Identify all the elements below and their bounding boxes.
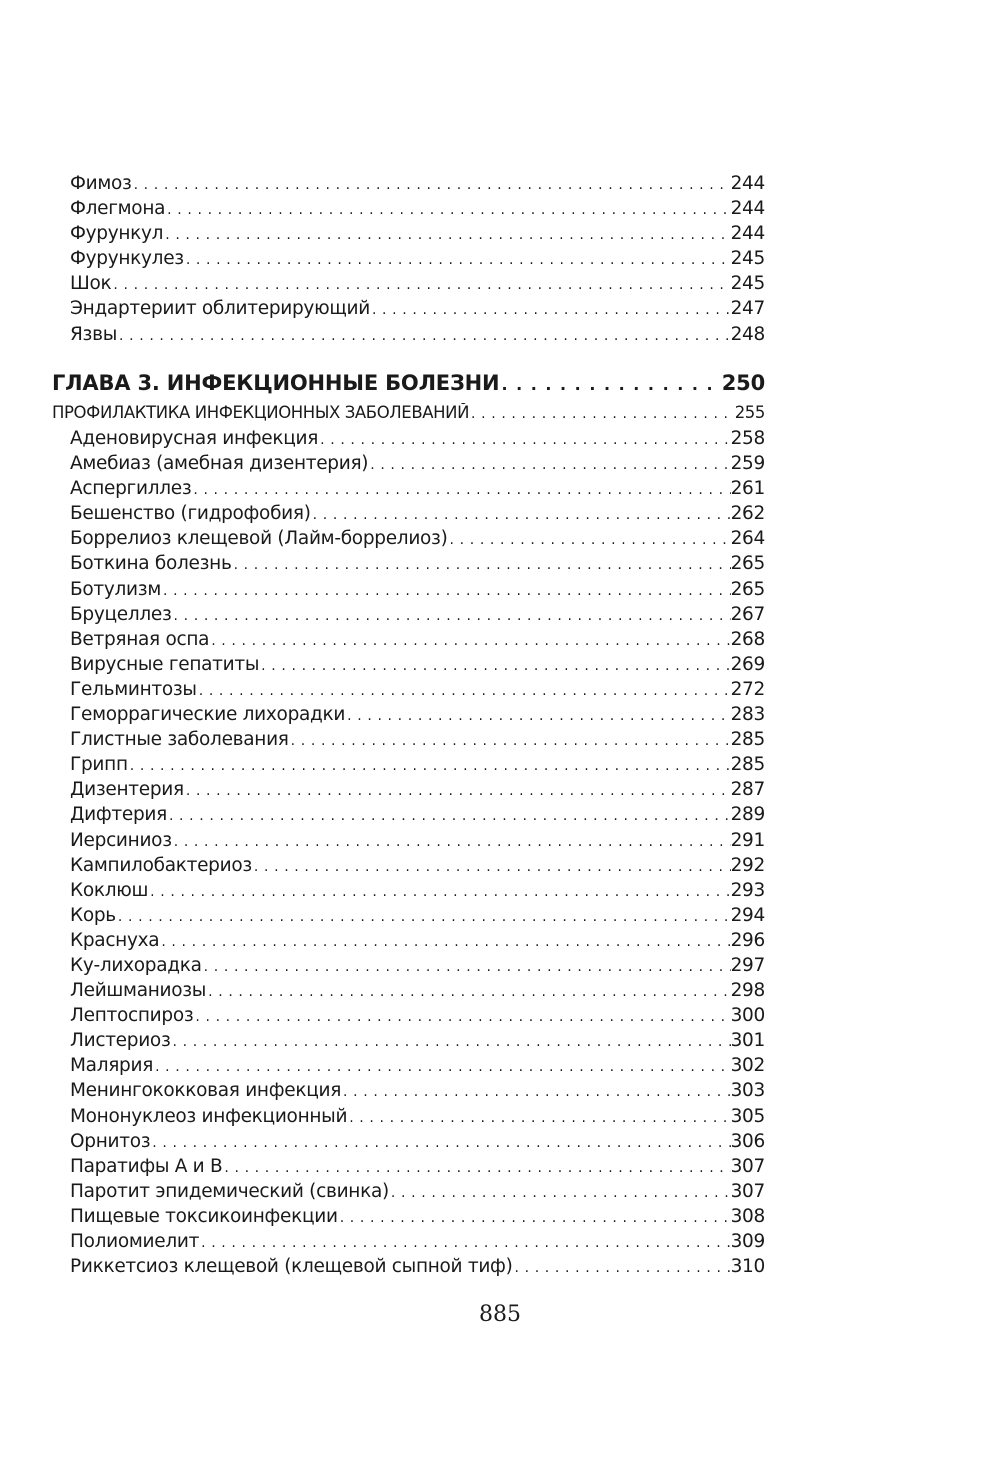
leader-dots <box>163 223 730 244</box>
chapter-title: ГЛАВА 3. ИНФЕКЦИОННЫЕ БОЛЕЗНИ <box>52 371 500 395</box>
leader-dots <box>150 1131 730 1152</box>
entry-title: Эндартериит облитерирующий <box>70 298 370 320</box>
leader-dots <box>184 779 731 800</box>
toc-entry <box>52 478 765 503</box>
leader-dots <box>448 528 731 549</box>
leader-dots <box>259 654 730 675</box>
entry-page: 307 <box>730 1155 765 1177</box>
entry-page: 305 <box>730 1105 765 1127</box>
toc-entry <box>52 804 765 829</box>
toc-entry <box>70 198 765 223</box>
entry-title: Гельминтозы <box>70 678 197 700</box>
toc-entry <box>52 905 765 930</box>
entry-page: 265 <box>730 578 765 600</box>
leader-dots <box>209 629 730 650</box>
entry-title: Амебиаз (амебная дизентерия) <box>70 453 369 475</box>
entry-page: 248 <box>730 323 765 345</box>
toc-entry <box>52 1005 765 1030</box>
leader-dots <box>341 1080 731 1101</box>
toc-entry <box>52 1231 765 1256</box>
entry-page: 244 <box>730 198 765 220</box>
leader-dots <box>232 553 731 574</box>
leader-dots <box>202 955 731 976</box>
leader-dots <box>318 428 730 449</box>
entry-page: 245 <box>730 273 765 295</box>
section-page: 255 <box>734 403 765 422</box>
toc-entry <box>52 1080 765 1105</box>
toc-entry <box>52 679 765 704</box>
toc-entry <box>52 579 765 604</box>
entry-page: 291 <box>730 829 765 851</box>
entry-page: 285 <box>730 754 765 776</box>
leader-dots <box>199 1231 730 1252</box>
section-title: ПРОФИЛАКТИКА ИНФЕКЦИОННЫХ ЗАБОЛЕВАНИЙ <box>52 403 470 422</box>
entry-page: 297 <box>730 954 765 976</box>
entry-title: Коклюш <box>70 879 149 901</box>
toc-entry <box>52 1055 765 1080</box>
leader-dots <box>345 704 730 725</box>
leader-dots <box>167 804 731 825</box>
toc-main-list <box>52 371 765 1281</box>
leader-dots <box>117 324 731 345</box>
entry-title: Орнитоз <box>70 1130 151 1152</box>
entry-title: Менингококковая инфекция <box>70 1080 342 1102</box>
entry-page: 303 <box>730 1080 765 1102</box>
entry-page: 292 <box>730 854 765 876</box>
entry-title: Фимоз <box>70 173 132 194</box>
entry-page: 267 <box>730 603 765 625</box>
entry-title: Шок <box>70 273 112 295</box>
entry-page: 283 <box>730 704 765 726</box>
entry-title: Фурункул <box>70 223 164 245</box>
entry-title: Флегмона <box>70 198 166 220</box>
leader-dots <box>389 1181 731 1202</box>
entry-page: 301 <box>730 1030 765 1052</box>
leader-dots <box>206 980 730 1001</box>
entry-page: 296 <box>730 929 765 951</box>
section-heading <box>52 403 765 428</box>
leader-dots <box>111 273 730 294</box>
toc-entry <box>70 223 765 248</box>
leader-dots <box>128 754 731 775</box>
entry-page: 287 <box>730 779 765 801</box>
leader-dots <box>191 478 730 499</box>
leader-dots <box>252 855 731 876</box>
entry-title: Паратифы А и В <box>70 1155 223 1177</box>
entry-title: Бруцеллез <box>70 603 172 625</box>
toc-top-list <box>70 173 765 349</box>
toc-entry <box>52 1156 765 1181</box>
entry-title: Пищевые токсикоинфекции <box>70 1205 338 1227</box>
entry-page: 269 <box>730 653 765 675</box>
entry-title: Глистные заболевания <box>70 729 289 751</box>
entry-page: 300 <box>730 1005 765 1027</box>
toc-entry <box>70 173 765 198</box>
entry-title: Риккетсиоз клещевой (клещевой сыпной тиф) <box>70 1256 513 1278</box>
leader-dots <box>197 679 731 700</box>
toc-entry <box>52 930 765 955</box>
leader-dots <box>171 1030 731 1051</box>
leader-dots <box>153 1055 731 1076</box>
leader-dots <box>165 198 730 219</box>
toc-entry <box>52 528 765 553</box>
toc-entry <box>52 604 765 629</box>
entry-title: Боткина болезнь <box>70 553 232 575</box>
entry-page: 244 <box>730 173 765 194</box>
entry-title: Ветряная оспа <box>70 628 210 650</box>
leader-dots <box>289 729 731 750</box>
toc-entry <box>52 729 765 754</box>
leader-dots <box>161 579 731 600</box>
entry-title: Язвы <box>70 323 118 345</box>
toc-entry <box>52 428 765 453</box>
toc-entry <box>52 629 765 654</box>
entry-page: 294 <box>730 904 765 926</box>
entry-title: Полиомиелит <box>70 1231 200 1252</box>
leader-dots <box>370 298 731 319</box>
entry-title: Малярия <box>70 1055 154 1077</box>
entry-page: 306 <box>730 1130 765 1152</box>
leader-dots <box>159 930 730 951</box>
entry-page: 309 <box>730 1231 765 1252</box>
toc-entry <box>52 1181 765 1206</box>
toc-entry <box>52 704 765 729</box>
leader-dots <box>469 403 735 422</box>
toc-entry <box>52 1206 765 1231</box>
toc-entry <box>70 298 765 323</box>
entry-title: Листериоз <box>70 1030 171 1052</box>
toc-entry <box>52 830 765 855</box>
entry-title: Лейшманиозы <box>70 980 207 1002</box>
entry-page: 268 <box>730 628 765 650</box>
leader-dots <box>116 905 731 926</box>
chapter-page: 250 <box>721 371 765 395</box>
entry-title: Боррелиоз клещевой (Лайм-боррелиоз) <box>70 528 448 550</box>
entry-title: Вирусные гепатиты <box>70 653 260 675</box>
leader-dots <box>148 880 730 901</box>
entry-title: Краснуха <box>70 929 160 951</box>
entry-page: 308 <box>730 1205 765 1227</box>
entry-title: Лептоспироз <box>70 1005 194 1027</box>
toc-entry <box>70 324 765 349</box>
toc-entry <box>52 1131 765 1156</box>
leader-dots <box>368 453 730 474</box>
entry-page: 293 <box>730 879 765 901</box>
entry-page: 302 <box>730 1055 765 1077</box>
leader-dots <box>172 604 731 625</box>
entry-list <box>52 428 765 1281</box>
toc-entry <box>52 880 765 905</box>
entry-page: 264 <box>730 528 765 550</box>
entry-title: Кампилобактериоз <box>70 854 252 876</box>
toc-entry <box>52 1256 765 1281</box>
entry-page: 310 <box>730 1256 765 1278</box>
entry-title: Фурункулез <box>70 248 184 270</box>
entry-title: Грипп <box>70 754 128 776</box>
toc-entry <box>52 654 765 679</box>
entry-page: 259 <box>730 453 765 475</box>
toc-entry <box>52 553 765 578</box>
toc-entry <box>52 1106 765 1131</box>
page-number: 885 <box>479 1302 521 1327</box>
entry-title: Аденовирусная инфекция <box>70 428 319 449</box>
entry-page: 272 <box>730 678 765 700</box>
entry-page: 307 <box>730 1180 765 1202</box>
toc-entry <box>52 754 765 779</box>
entry-title: Дифтерия <box>70 804 167 826</box>
entry-page: 247 <box>730 298 765 320</box>
entry-title: Паротит эпидемический (свинка) <box>70 1180 389 1202</box>
toc-entry <box>52 779 765 804</box>
leader-dots <box>184 248 731 269</box>
toc-entry <box>52 855 765 880</box>
entry-page: 245 <box>730 248 765 270</box>
entry-title: Геморрагические лихорадки <box>70 704 346 726</box>
entry-page: 285 <box>730 729 765 751</box>
entry-title: Иерсиниоз <box>70 829 172 851</box>
entry-page: 261 <box>730 478 765 500</box>
entry-title: Мононуклеоз инфекционный <box>70 1105 348 1127</box>
toc-entry <box>52 453 765 478</box>
leader-dots <box>513 1256 731 1277</box>
toc-entry <box>70 248 765 273</box>
leader-dots <box>347 1106 730 1127</box>
toc-entry <box>52 1030 765 1055</box>
entry-page: 298 <box>730 980 765 1002</box>
entry-title: Аспергиллез <box>70 478 192 500</box>
toc-entry <box>52 980 765 1005</box>
toc-entry <box>52 503 765 528</box>
entry-title: Дизентерия <box>70 779 184 801</box>
leader-dots <box>132 173 731 194</box>
entry-page: 289 <box>730 804 765 826</box>
entry-page: 258 <box>730 428 765 449</box>
leader-dots <box>311 503 731 524</box>
entry-page: 265 <box>730 553 765 575</box>
leader-dots <box>222 1156 730 1177</box>
leader-dots <box>193 1005 730 1026</box>
entry-page: 244 <box>730 223 765 245</box>
entry-title: Ку-лихорадка <box>70 954 202 976</box>
leader-dots <box>172 830 731 851</box>
entry-title: Корь <box>70 904 116 926</box>
entry-title: Бешенство (гидрофобия) <box>70 503 311 525</box>
toc-entry <box>52 955 765 980</box>
leader-dots <box>499 371 721 395</box>
entry-page: 262 <box>730 503 765 525</box>
entry-title: Ботулизм <box>70 578 161 600</box>
leader-dots <box>338 1206 731 1227</box>
chapter-heading <box>52 371 765 403</box>
toc-entry <box>70 273 765 298</box>
